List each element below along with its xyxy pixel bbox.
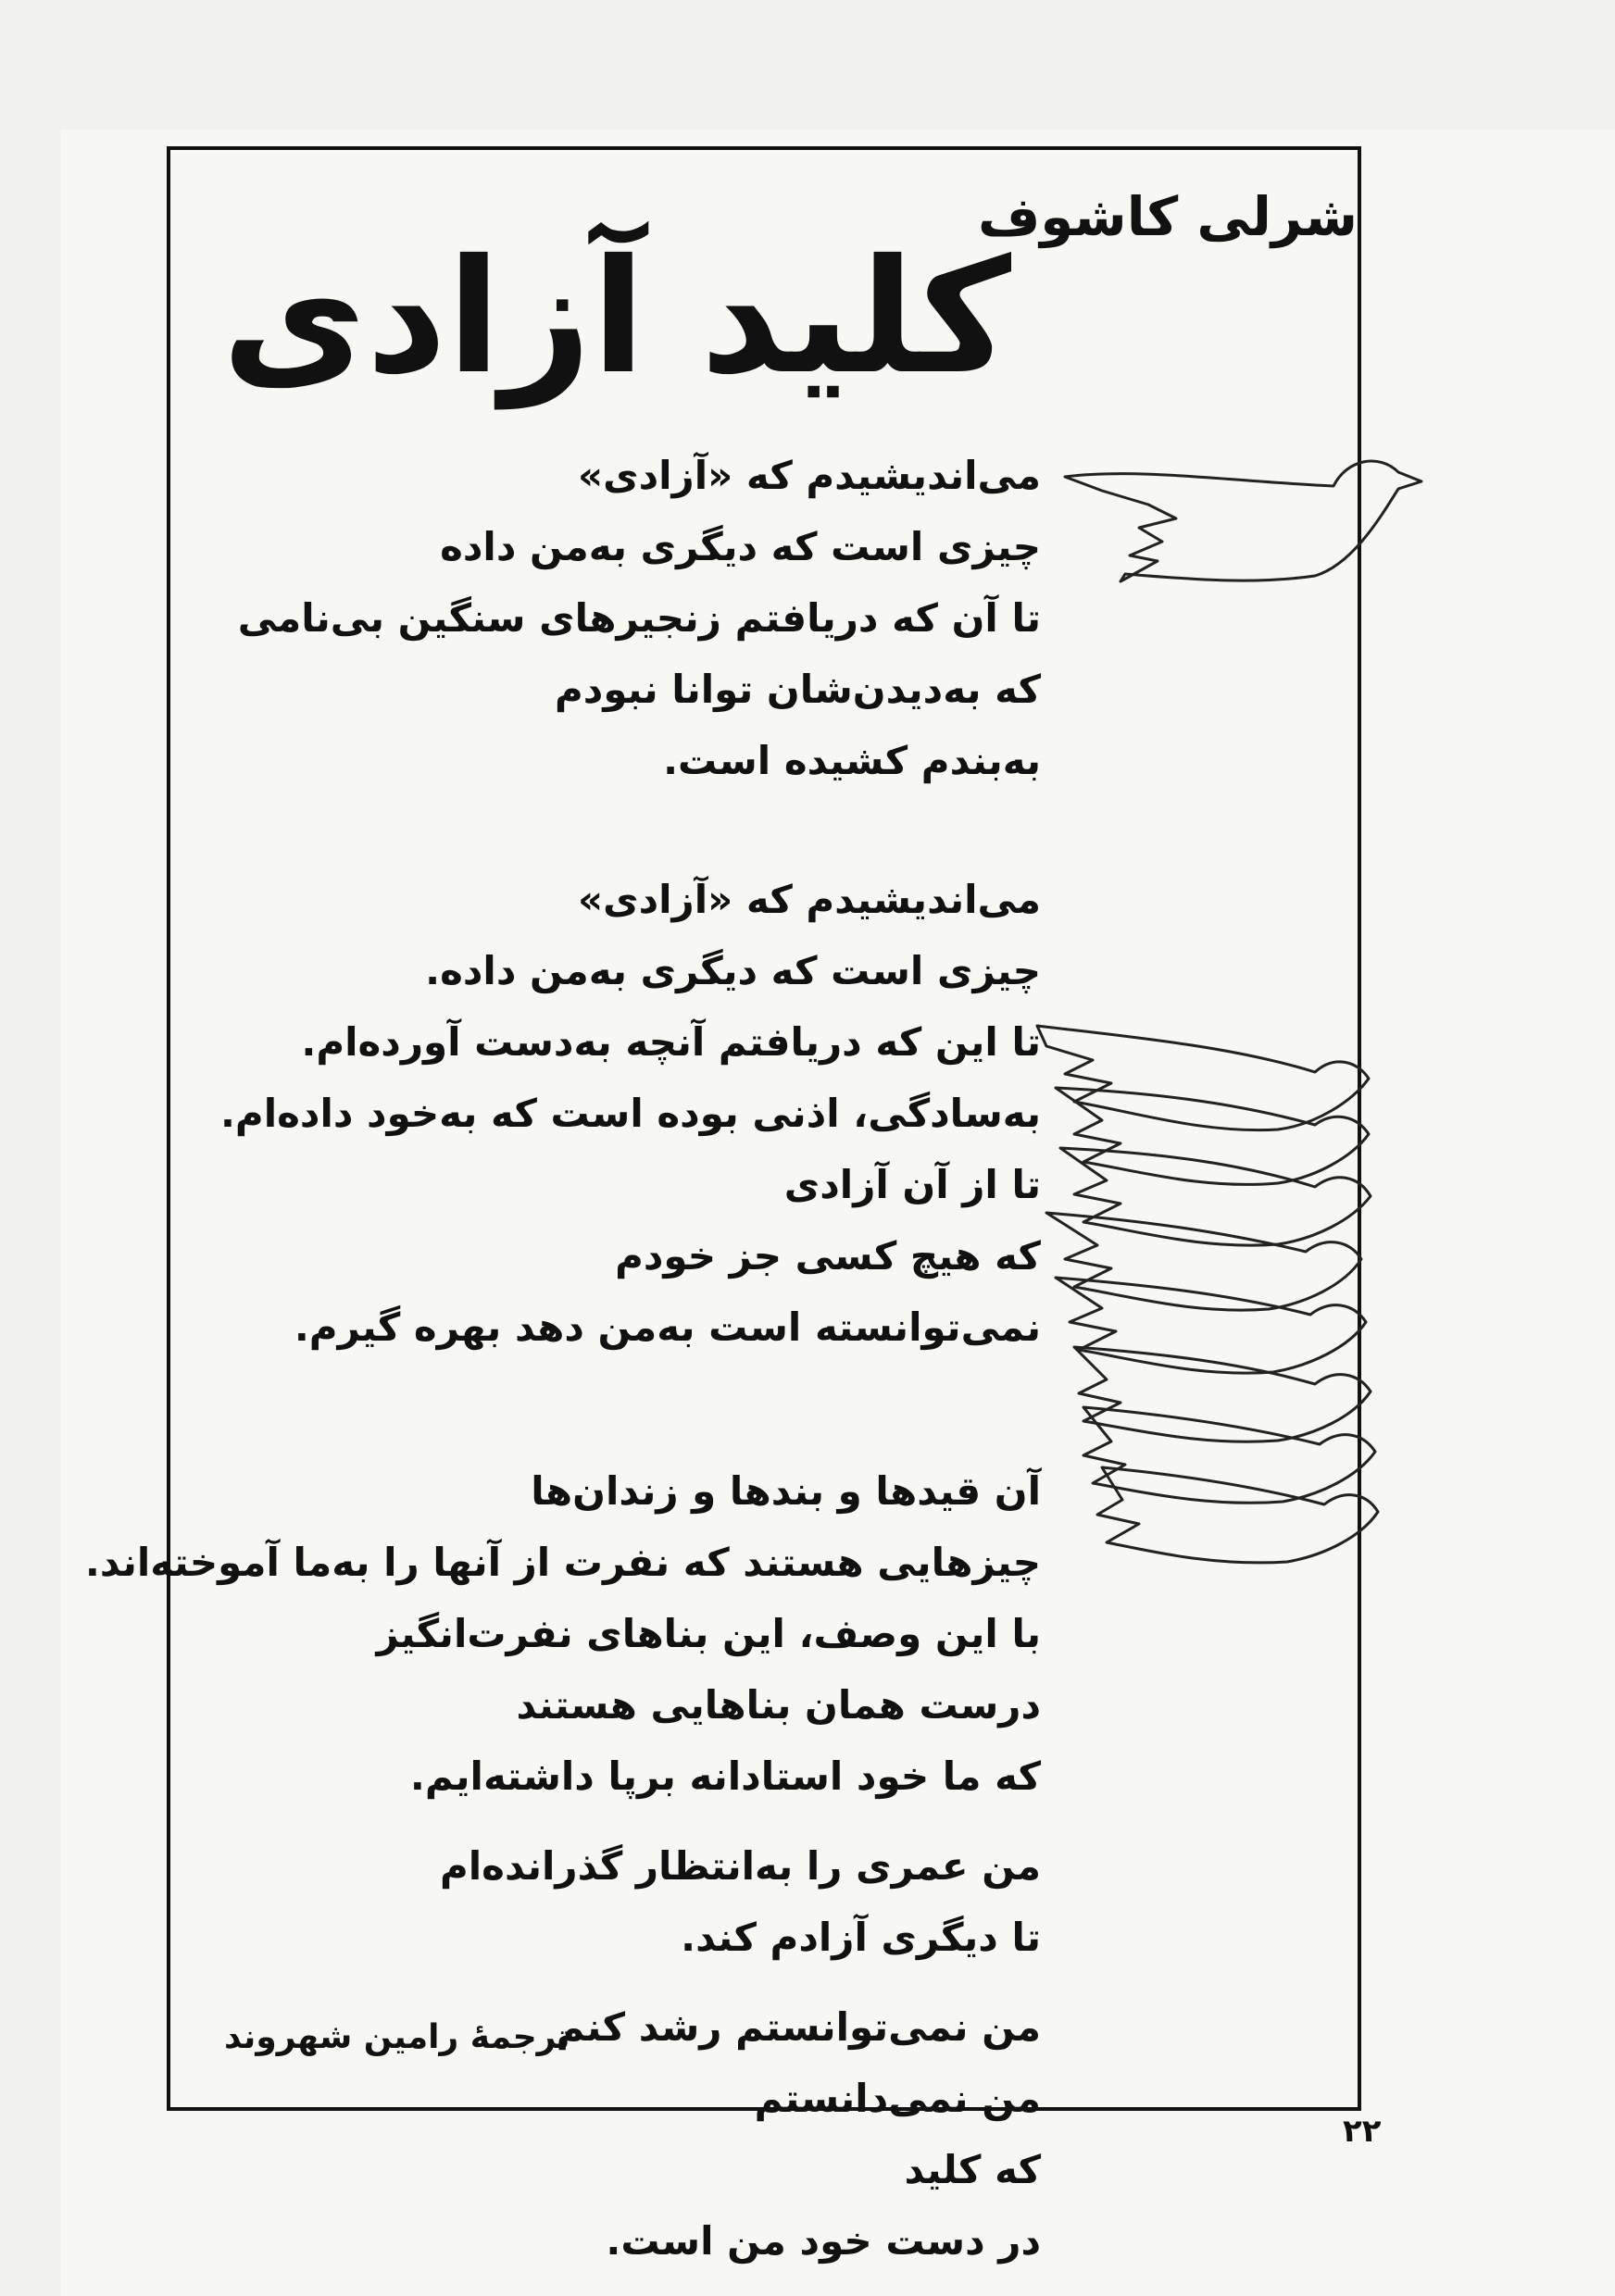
page-number: ۲۲ [1343,2113,1382,2150]
poem-line: آن قیدها و بندها و زندان‌ها [531,1468,1041,1514]
poem-line: تا این که دریافتم آنچه به‌دست آورده‌ام. [301,1019,1041,1065]
poem-line: می‌اندیشیدم که «آزادی» [577,877,1041,922]
poem-line: تا از آن آزادی [783,1162,1041,1207]
poem-line: تا آن که دریافتم زنجیرهای سنگین بی‌نامی [237,595,1041,641]
poem-line: می‌اندیشیدم که «آزادی» [577,453,1041,498]
poem-line: نمی‌توانسته است به‌من دهد بهره گیرم. [294,1304,1041,1350]
poem-line: تا دیگری آزادم کند. [681,1915,1041,1960]
translator-credit: ترجمهٔ رامین شهروند [224,2018,570,2056]
poem-line: چیزی است که دیگری به‌من داده [440,524,1041,569]
poem-line: در دست خود من است. [606,2218,1041,2264]
author-name: شرلی کاشوف [977,185,1358,248]
poem-line: من عمری را به‌انتظار گذرانده‌ام [439,1843,1041,1889]
poem-line: درست همان بناهایی هستند [516,1682,1041,1728]
dove-icon [1065,461,1421,581]
poem-line: که به‌دیدن‌شان توانا نبودم [555,667,1041,712]
poem-line: من نمی‌توانستم رشد کنم [556,2004,1041,2050]
poem-line: من نمی‌دانستم [754,2076,1041,2121]
poem-line: که کلید [904,2147,1041,2192]
poem-line: چیزی است که دیگری به‌من داده. [425,948,1041,993]
poem-line: که ما خود استادانه برپا داشته‌ایم. [409,1753,1041,1799]
flock-of-doves-icon [1037,1026,1378,1563]
poem-title: کلید آزادی [221,226,1011,409]
poem-line: که هیچ کسی جز خودم [615,1233,1041,1279]
poem-line: با این وصف، این بناهای نفرت‌انگیز [376,1611,1041,1656]
poem-line: به‌سادگی، اذنی بوده است که به‌خود داده‌ام. [219,1091,1041,1136]
poem-line: چیزهایی هستند که نفرت از آنها را به‌ما آموخته‌اند. [84,1540,1041,1585]
poem-line: به‌بندم کشیده است. [663,738,1041,783]
